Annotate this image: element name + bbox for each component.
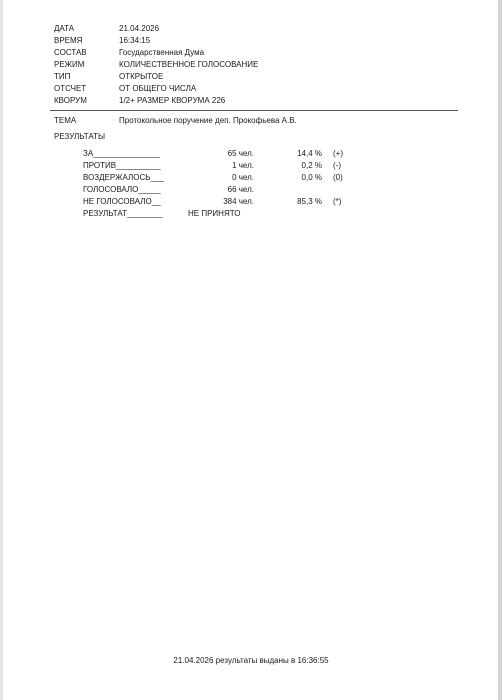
- scan-edge-left: [0, 0, 3, 700]
- count-basis-label: ОТСЧЕТ: [54, 84, 87, 93]
- result-symbol: (+): [333, 149, 343, 158]
- results-heading: РЕЗУЛЬТАТЫ: [54, 132, 106, 141]
- result-symbol: (0): [333, 173, 343, 182]
- result-percent: 85,3 %: [297, 197, 322, 206]
- mode-label: РЕЖИМ: [54, 60, 85, 69]
- issued-footer: 21.04.2026 результаты выданы в 16:36:55: [173, 656, 329, 665]
- result-percent: 0,0 %: [301, 173, 322, 182]
- result-count: 384 чел.: [223, 197, 254, 206]
- outcome-value: НЕ ПРИНЯТО: [188, 209, 241, 218]
- result-percent: 0,2 %: [301, 161, 322, 170]
- result-symbol: (-): [333, 161, 341, 170]
- body-label: СОСТАВ: [54, 48, 87, 57]
- result-count: 1 чел.: [232, 161, 254, 170]
- result-label: ГОЛОСОВАЛО_____: [83, 185, 161, 194]
- result-label: ВОЗДЕРЖАЛОСЬ___: [83, 173, 164, 182]
- topic-value: Протокольное поручение деп. Прокофьева А.В.: [119, 116, 297, 125]
- result-count: 66 чел.: [227, 185, 254, 194]
- result-symbol: (*): [333, 197, 342, 206]
- result-label: ЗА_______________: [83, 149, 160, 158]
- header-divider: [50, 110, 458, 111]
- type-value: ОТКРЫТОЕ: [119, 72, 164, 81]
- result-label: НЕ ГОЛОСОВАЛО__: [83, 197, 161, 206]
- type-label: ТИП: [54, 72, 71, 81]
- date-label: ДАТА: [54, 24, 75, 33]
- time-value: 16:34:15: [119, 36, 151, 45]
- mode-value: КОЛИЧЕСТВЕННОЕ ГОЛОСОВАНИЕ: [119, 60, 259, 69]
- outcome-label: РЕЗУЛЬТАТ________: [83, 209, 163, 218]
- quorum-value: 1/2+ РАЗМЕР КВОРУМА 226: [119, 96, 226, 105]
- result-label: ПРОТИВ__________: [83, 161, 161, 170]
- result-count: 65 чел.: [227, 149, 254, 158]
- topic-label: ТЕМА: [54, 116, 77, 125]
- count-basis-value: ОТ ОБЩЕГО ЧИСЛА: [119, 84, 197, 93]
- time-label: ВРЕМЯ: [54, 36, 83, 45]
- result-percent: 14,4 %: [297, 149, 322, 158]
- quorum-label: КВОРУМ: [54, 96, 87, 105]
- scan-edge-right: [498, 0, 502, 700]
- result-count: 0 чел.: [232, 173, 254, 182]
- date-value: 21.04.2026: [119, 24, 160, 33]
- body-value: Государственная Дума: [119, 48, 205, 57]
